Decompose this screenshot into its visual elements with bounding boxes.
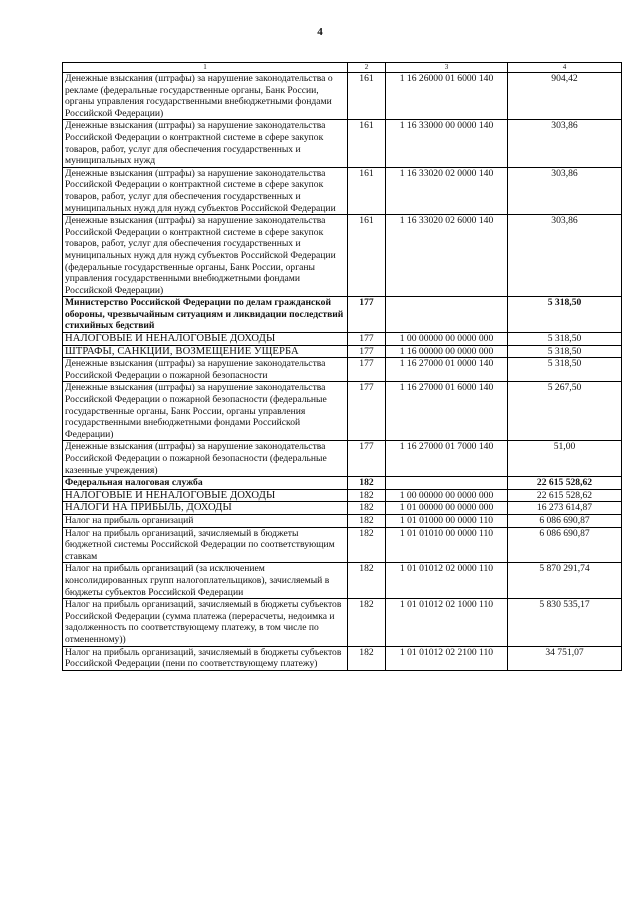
budget-revenue-table [62,62,622,671]
table-row [63,646,622,670]
row-name-cell: НАЛОГОВЫЕ И НЕНАЛОГОВЫЕ ДОХОДЫ [63,489,348,502]
row-kbk-code-cell: 1 01 00000 00 0000 000 [386,502,508,515]
row-name-cell: Денежные взыскания (штрафы) за нарушение законодательства Российской Федерации о пожарной безопасности (федеральные государственные органы, Банк России, органы управления государственными внебюджетными фондами Российской Федерации) [63,382,348,441]
row-name-cell: Налог на прибыль организаций, зачисляемый в бюджеты бюджетной системы Российской Федерации по соответствующим ставкам [63,527,348,563]
row-amount-cell: 22 615 528,62 [508,477,622,490]
row-kbk-code-cell: 1 16 33020 02 6000 140 [386,215,508,297]
row-kbk-code-cell: 1 01 01012 02 0000 110 [386,563,508,599]
row-admin-code-cell: 182 [348,599,386,646]
row-amount-cell: 5 318,50 [508,358,622,382]
row-admin-code-cell: 182 [348,527,386,563]
column-number-1: 1 [63,63,348,73]
table-row [63,297,622,333]
row-admin-code-cell: 182 [348,477,386,490]
row-kbk-code-cell: 1 01 01010 00 0000 110 [386,527,508,563]
row-name-cell: Налог на прибыль организаций (за исключением консолидированных групп налогоплательщиков), зачисляемый в бюджеты субъектов Российской Федерации [63,563,348,599]
row-admin-code-cell: 177 [348,333,386,346]
page-number: 4 [317,26,323,38]
row-name-cell: Денежные взыскания (штрафы) за нарушение законодательства Российской Федерации о контрактной системе в сфере закупок товаров, работ, услуг для обеспечения государственных и муниципальных нужд для нужд субъектов Российской Федерации [63,167,348,214]
table-row [63,489,622,502]
row-kbk-code-cell: 1 16 33000 00 0000 140 [386,120,508,167]
row-name-cell: Денежные взыскания (штрафы) за нарушение законодательства Российской Федерации о пожарной безопасности [63,358,348,382]
row-kbk-code-cell: 1 16 27000 01 7000 140 [386,441,508,477]
row-name-cell: Налог на прибыль организаций [63,514,348,527]
table-row [63,563,622,599]
row-kbk-code-cell: 1 16 26000 01 6000 140 [386,73,508,120]
row-name-cell: Денежные взыскания (штрафы) за нарушение законодательства о рекламе (федеральные государственные органы, Банк России, органы управления государственными внебюджетными фондами Российской Федерации) [63,73,348,120]
row-amount-cell: 5 318,50 [508,297,622,333]
row-amount-cell: 904,42 [508,73,622,120]
row-admin-code-cell: 161 [348,215,386,297]
table-row [63,599,622,646]
row-admin-code-cell: 182 [348,646,386,670]
table-row [63,358,622,382]
column-number-row [63,63,622,73]
row-kbk-code-cell: 1 01 01012 02 2100 110 [386,646,508,670]
row-admin-code-cell: 177 [348,345,386,358]
row-admin-code-cell: 182 [348,489,386,502]
row-admin-code-cell: 182 [348,502,386,515]
row-amount-cell: 5 318,50 [508,345,622,358]
column-number-2: 2 [348,63,386,73]
row-kbk-code-cell: 1 16 27000 01 6000 140 [386,382,508,441]
row-kbk-code-cell: 1 01 01012 02 1000 110 [386,599,508,646]
column-number-3: 3 [386,63,508,73]
table-row [63,527,622,563]
row-amount-cell: 5 830 535,17 [508,599,622,646]
row-admin-code-cell: 182 [348,563,386,599]
row-amount-cell: 303,86 [508,167,622,214]
row-admin-code-cell: 161 [348,167,386,214]
table-row [63,333,622,346]
table-row [63,73,622,120]
row-admin-code-cell: 182 [348,514,386,527]
row-name-cell: Министерство Российской Федерации по делам гражданской обороны, чрезвычайным ситуациям и ликвидации последствий стихийных бедствий [63,297,348,333]
row-admin-code-cell: 161 [348,120,386,167]
row-kbk-code-cell: 1 00 00000 00 0000 000 [386,489,508,502]
row-kbk-code-cell: 1 16 33020 02 0000 140 [386,167,508,214]
table-row [63,441,622,477]
row-amount-cell: 5 318,50 [508,333,622,346]
table-row [63,477,622,490]
row-name-cell: НАЛОГОВЫЕ И НЕНАЛОГОВЫЕ ДОХОДЫ [63,333,348,346]
row-name-cell: Федеральная налоговая служба [63,477,348,490]
table-row [63,502,622,515]
row-admin-code-cell: 177 [348,297,386,333]
row-amount-cell: 6 086 690,87 [508,527,622,563]
table-row [63,167,622,214]
table-row [63,382,622,441]
row-name-cell: Денежные взыскания (штрафы) за нарушение законодательства Российской Федерации о контрактной системе в сфере закупок товаров, работ, услуг для обеспечения государственных и муниципальных нужд для нужд субъектов Российской Федерации (федеральные государственные органы, Банк России, органы управления государственными внебюджетными фондами Российской Федерации) [63,215,348,297]
row-name-cell: ШТРАФЫ, САНКЦИИ, ВОЗМЕЩЕНИЕ УЩЕРБА [63,345,348,358]
row-name-cell: Налог на прибыль организаций, зачисляемый в бюджеты субъектов Российской Федерации (пени по соответствующему платежу) [63,646,348,670]
table-row [63,120,622,167]
row-amount-cell: 5 267,50 [508,382,622,441]
row-amount-cell: 16 273 614,87 [508,502,622,515]
column-number-4: 4 [508,63,622,73]
row-admin-code-cell: 161 [348,73,386,120]
row-amount-cell: 34 751,07 [508,646,622,670]
row-amount-cell: 51,00 [508,441,622,477]
row-kbk-code-cell: 1 00 00000 00 0000 000 [386,333,508,346]
table-row [63,215,622,297]
row-name-cell: Денежные взыскания (штрафы) за нарушение законодательства Российской Федерации о контрактной системе в сфере закупок товаров, работ, услуг для обеспечения государственных и муниципальных нужд [63,120,348,167]
row-amount-cell: 22 615 528,62 [508,489,622,502]
row-amount-cell: 5 870 291,74 [508,563,622,599]
row-name-cell: Налог на прибыль организаций, зачисляемый в бюджеты субъектов Российской Федерации (сумма платежа (перерасчеты, недоимка и задолженность по соответствующему платежу, в том числе по отмененному)) [63,599,348,646]
row-amount-cell: 303,86 [508,215,622,297]
row-kbk-code-cell: 1 16 27000 01 0000 140 [386,358,508,382]
row-name-cell: НАЛОГИ НА ПРИБЫЛЬ, ДОХОДЫ [63,502,348,515]
row-amount-cell: 303,86 [508,120,622,167]
table-row [63,514,622,527]
table-row [63,345,622,358]
row-kbk-code-cell [386,297,508,333]
row-kbk-code-cell: 1 16 00000 00 0000 000 [386,345,508,358]
row-kbk-code-cell [386,477,508,490]
row-admin-code-cell: 177 [348,358,386,382]
row-admin-code-cell: 177 [348,441,386,477]
row-amount-cell: 6 086 690,87 [508,514,622,527]
row-name-cell: Денежные взыскания (штрафы) за нарушение законодательства Российской Федерации о пожарной безопасности (федеральные казенные учреждения) [63,441,348,477]
row-kbk-code-cell: 1 01 01000 00 0000 110 [386,514,508,527]
row-admin-code-cell: 177 [348,382,386,441]
